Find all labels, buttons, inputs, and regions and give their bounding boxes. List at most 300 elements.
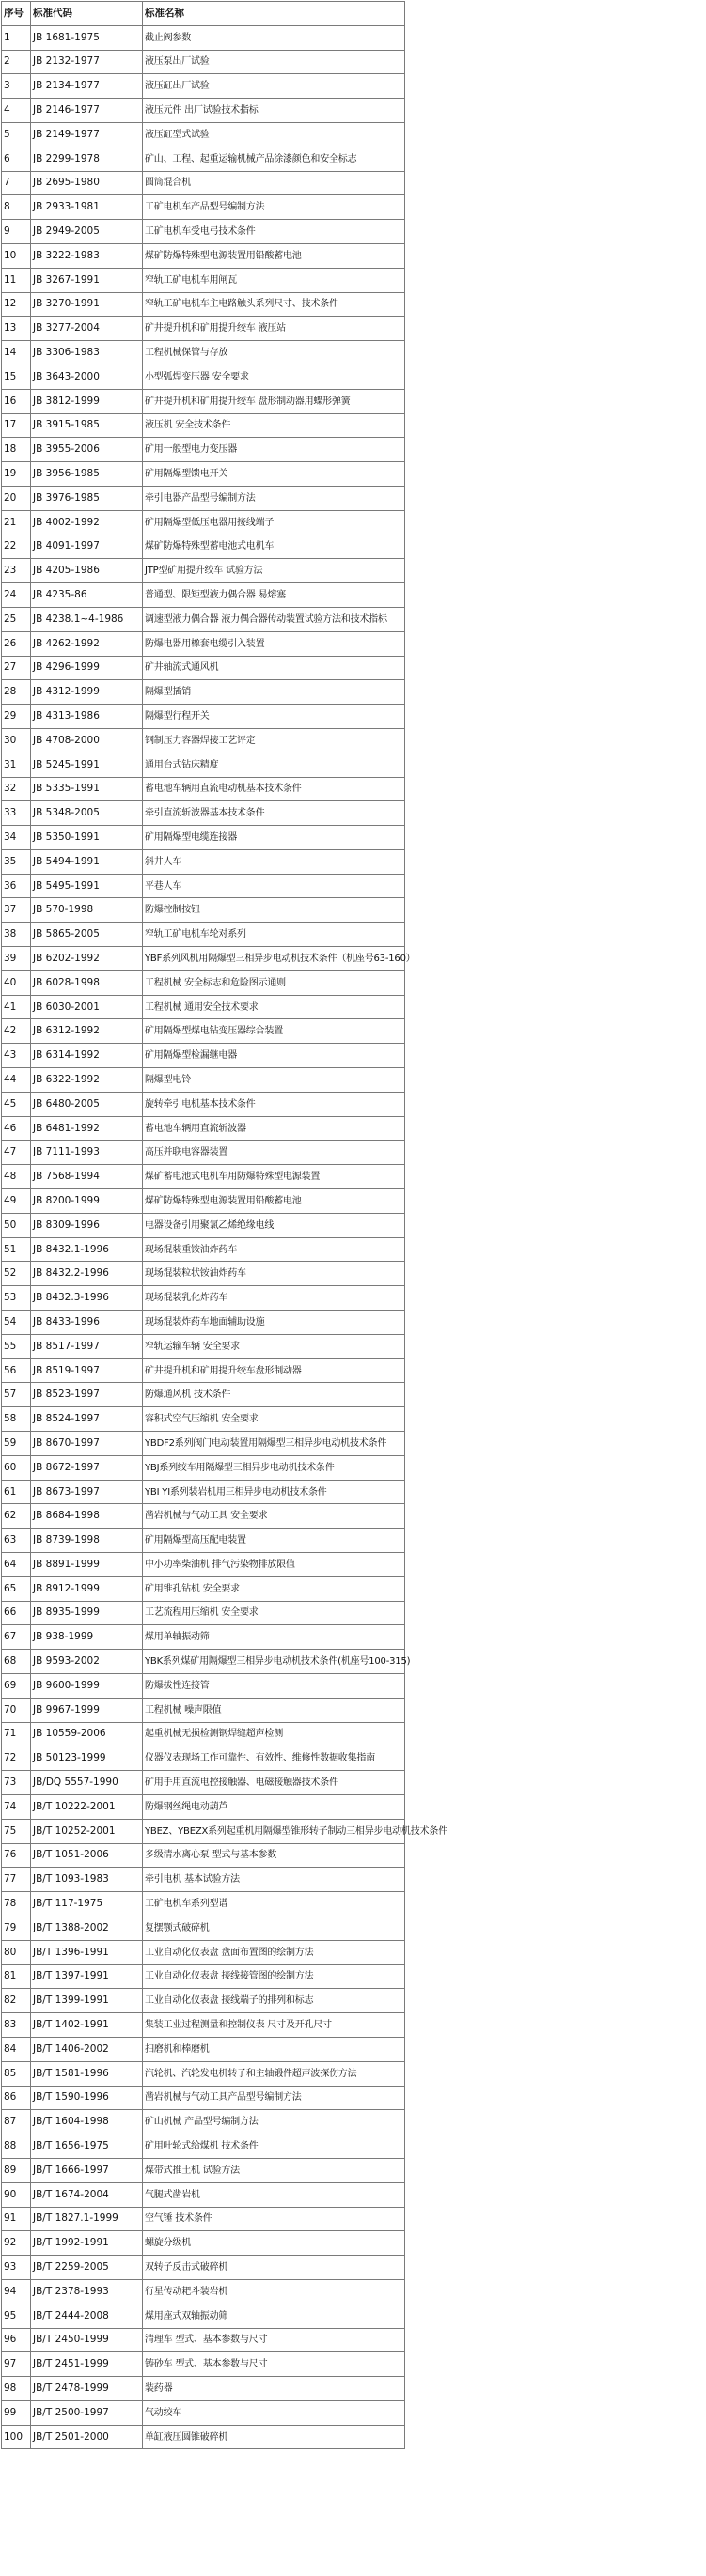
table-row — [2, 462, 405, 487]
standard-code: JB/T 1397-1991 — [31, 1964, 143, 1989]
standard-name: 液压泵出厂试验 — [143, 50, 405, 74]
row-number: 9 — [2, 220, 31, 244]
table-row — [2, 1650, 405, 1674]
table-row — [2, 1553, 405, 1577]
row-number: 85 — [2, 2061, 31, 2086]
table-row — [2, 1601, 405, 1625]
table-row — [2, 1819, 405, 1843]
table-row — [2, 341, 405, 365]
table-row — [2, 2086, 405, 2110]
standard-name: 工业自动化仪表盘 盘面布置图的绘制方法 — [143, 1940, 405, 1964]
row-number: 14 — [2, 341, 31, 365]
standard-name: JTP型矿用提升绞车 试验方法 — [143, 559, 405, 583]
row-number: 62 — [2, 1504, 31, 1529]
table-row — [2, 2013, 405, 2038]
row-number: 89 — [2, 2158, 31, 2182]
standard-name: 牵引电机 基本试验方法 — [143, 1868, 405, 1892]
standard-name: 工矿电机车受电弓技术条件 — [143, 220, 405, 244]
standard-name: 矿用隔爆型低压电器用接线端子 — [143, 510, 405, 535]
standard-name: 窄轨工矿电机车主电路触头系列尺寸、技术条件 — [143, 292, 405, 317]
row-number: 47 — [2, 1141, 31, 1165]
standard-code: JB/T 2500-1997 — [31, 2400, 143, 2425]
standard-code: JB 4235-86 — [31, 583, 143, 608]
standard-name: 工矿电机车系列型谱 — [143, 1892, 405, 1916]
table-row — [2, 50, 405, 74]
standard-code: JB 5865-2005 — [31, 923, 143, 947]
row-number: 28 — [2, 680, 31, 705]
standard-name: 空气锤 技术条件 — [143, 2207, 405, 2231]
row-number: 42 — [2, 1019, 31, 1044]
standard-code: JB 8891-1999 — [31, 1553, 143, 1577]
row-number: 88 — [2, 2134, 31, 2159]
row-number: 99 — [2, 2400, 31, 2425]
standard-code: JB/T 1674-2004 — [31, 2182, 143, 2207]
table-row — [2, 2304, 405, 2328]
row-number: 21 — [2, 510, 31, 535]
standard-code: JB 8912-1999 — [31, 1576, 143, 1601]
row-number: 65 — [2, 1576, 31, 1601]
row-number: 52 — [2, 1262, 31, 1286]
table-row — [2, 2037, 405, 2061]
row-number: 54 — [2, 1311, 31, 1335]
table-row — [2, 365, 405, 389]
table-row — [2, 1964, 405, 1989]
row-number: 87 — [2, 2110, 31, 2134]
standard-code: JB 8432.3-1996 — [31, 1286, 143, 1311]
standard-code: JB 5350-1991 — [31, 826, 143, 850]
row-number: 18 — [2, 438, 31, 462]
standard-name: 矿井提升机和矿用提升绞车盘形制动器 — [143, 1358, 405, 1383]
standard-code: JB/T 1406-2002 — [31, 2037, 143, 2061]
standard-code: JB 4296-1999 — [31, 656, 143, 680]
table-row — [2, 2352, 405, 2377]
table-row — [2, 1189, 405, 1214]
table-row — [2, 2182, 405, 2207]
standard-name: 防爆通风机 技术条件 — [143, 1383, 405, 1407]
table-row — [2, 1673, 405, 1698]
table-row — [2, 1311, 405, 1335]
table-row — [2, 1383, 405, 1407]
table-row — [2, 1940, 405, 1964]
row-number: 15 — [2, 365, 31, 389]
table-row — [2, 171, 405, 195]
standard-name: 现场混装重铵油炸药车 — [143, 1237, 405, 1262]
standard-name: 液压机 安全技术条件 — [143, 413, 405, 438]
standard-code: JB 3955-2006 — [31, 438, 143, 462]
standard-code: JB 8684-1998 — [31, 1504, 143, 1529]
table-row — [2, 1262, 405, 1286]
table-row — [2, 631, 405, 656]
table-row — [2, 486, 405, 510]
standard-name: 扫磨机和棒磨机 — [143, 2037, 405, 2061]
table-row — [2, 2328, 405, 2352]
row-number: 96 — [2, 2328, 31, 2352]
standard-code: JB 3222-1983 — [31, 243, 143, 268]
row-number: 61 — [2, 1480, 31, 1504]
standard-name: 窄轨工矿电机车轮对系列 — [143, 923, 405, 947]
table-row — [2, 99, 405, 123]
standard-name: 容积式空气压缩机 安全要求 — [143, 1407, 405, 1432]
table-row — [2, 1068, 405, 1093]
standard-code: JB/T 10222-2001 — [31, 1794, 143, 1819]
standard-name: 工程机械 通用安全技术要求 — [143, 995, 405, 1019]
standard-name: 矿山、工程、起重运输机械产品涂漆颜色和安全标志 — [143, 147, 405, 171]
standard-code: JB 5335-1991 — [31, 777, 143, 801]
row-number: 4 — [2, 99, 31, 123]
standard-code: JB 9967-1999 — [31, 1698, 143, 1722]
row-number: 86 — [2, 2086, 31, 2110]
standard-name: 煤矿防爆特殊型蓄电池式电机车 — [143, 535, 405, 559]
table-row — [2, 923, 405, 947]
row-number: 17 — [2, 413, 31, 438]
row-number: 98 — [2, 2377, 31, 2401]
row-number: 33 — [2, 801, 31, 826]
standard-code: JB 6480-2005 — [31, 1092, 143, 1116]
table-row — [2, 1698, 405, 1722]
row-number: 11 — [2, 268, 31, 292]
table-row — [2, 1358, 405, 1383]
standard-code: JB 5495-1991 — [31, 874, 143, 898]
standard-name: 多级清水离心泵 型式与基本参数 — [143, 1843, 405, 1868]
standard-name: 工业自动化仪表盘 接线端子的排列和标志 — [143, 1989, 405, 2013]
row-number: 80 — [2, 1940, 31, 1964]
standard-name: 矿用锥孔钻机 安全要求 — [143, 1576, 405, 1601]
table-row — [2, 1213, 405, 1237]
table-row — [2, 2377, 405, 2401]
row-number: 46 — [2, 1116, 31, 1141]
standard-code: JB 6202-1992 — [31, 947, 143, 971]
standard-code: JB 2149-1977 — [31, 122, 143, 147]
row-number: 53 — [2, 1286, 31, 1311]
table-row — [2, 510, 405, 535]
table-row — [2, 317, 405, 341]
standard-code: JB 8672-1997 — [31, 1455, 143, 1480]
table-row — [2, 1868, 405, 1892]
standard-name: 矿井提升机和矿用提升绞车 液压站 — [143, 317, 405, 341]
standard-code: JB 6030-2001 — [31, 995, 143, 1019]
standard-code: JB/T 1581-1996 — [31, 2061, 143, 2086]
standard-code: JB 6314-1992 — [31, 1044, 143, 1068]
standard-code: JB 4238.1~4-1986 — [31, 607, 143, 631]
table-row — [2, 995, 405, 1019]
row-number: 58 — [2, 1407, 31, 1432]
standard-name: YBEZ、YBEZX系列起重机用隔爆型锥形转子制动三相异步电动机技术条件 — [143, 1819, 405, 1843]
row-number: 84 — [2, 2037, 31, 2061]
row-number: 19 — [2, 462, 31, 487]
standard-code: JB/T 2378-1993 — [31, 2279, 143, 2304]
table-row — [2, 1480, 405, 1504]
standard-code: JB 4313-1986 — [31, 705, 143, 729]
standard-code: JB 3267-1991 — [31, 268, 143, 292]
table-row — [2, 1334, 405, 1358]
table-row — [2, 1019, 405, 1044]
standard-name: 液压缸型式试验 — [143, 122, 405, 147]
standard-code: JB 9600-1999 — [31, 1673, 143, 1698]
table-row — [2, 74, 405, 99]
standard-code: JB/T 1388-2002 — [31, 1916, 143, 1940]
standard-code: JB 1681-1975 — [31, 25, 143, 50]
row-number: 82 — [2, 1989, 31, 2013]
row-number: 13 — [2, 317, 31, 341]
standard-code: JB 2299-1978 — [31, 147, 143, 171]
table-row — [2, 292, 405, 317]
standard-code: JB 3643-2000 — [31, 365, 143, 389]
row-number: 90 — [2, 2182, 31, 2207]
standard-name: 螺旋分级机 — [143, 2231, 405, 2256]
standard-name: 通用台式钻床精度 — [143, 753, 405, 777]
standard-name: 工业自动化仪表盘 接线接管图的绘制方法 — [143, 1964, 405, 1989]
standard-name: 气腿式凿岩机 — [143, 2182, 405, 2207]
table-row — [2, 680, 405, 705]
table-body — [2, 25, 447, 2449]
standard-name: 高压并联电容器装置 — [143, 1141, 405, 1165]
standard-name: 圆筒混合机 — [143, 171, 405, 195]
standard-name: 单缸液压圆锥破碎机 — [143, 2425, 405, 2449]
standard-name: 矿用隔爆型高压配电装置 — [143, 1529, 405, 1553]
table-row — [2, 1576, 405, 1601]
row-number: 49 — [2, 1189, 31, 1214]
table-row — [2, 2158, 405, 2182]
row-number: 12 — [2, 292, 31, 317]
row-number: 77 — [2, 1868, 31, 1892]
table-row — [2, 970, 405, 995]
standard-name: 现场混装乳化炸药车 — [143, 1286, 405, 1311]
standard-code: JB 4002-1992 — [31, 510, 143, 535]
table-row — [2, 1092, 405, 1116]
standard-code: JB 8432.1-1996 — [31, 1237, 143, 1262]
table-row — [2, 2061, 405, 2086]
standard-name: 矿井轴流式通风机 — [143, 656, 405, 680]
table-row — [2, 147, 405, 171]
standard-code: JB/T 2444-2008 — [31, 2304, 143, 2328]
row-number: 30 — [2, 728, 31, 753]
row-number: 51 — [2, 1237, 31, 1262]
standard-code: JB 8517-1997 — [31, 1334, 143, 1358]
standard-name: 煤矿防爆特殊型电源装置用铅酸蓄电池 — [143, 1189, 405, 1214]
row-number: 7 — [2, 171, 31, 195]
standard-name: 调速型液力偶合器 液力偶合器传动装置试验方法和技术指标 — [143, 607, 405, 631]
standard-name: 现场混装粒状铵油炸药车 — [143, 1262, 405, 1286]
table-row — [2, 438, 405, 462]
table-row — [2, 1455, 405, 1480]
row-number: 67 — [2, 1625, 31, 1650]
standard-code: JB 3956-1985 — [31, 462, 143, 487]
standard-name: 气动绞车 — [143, 2400, 405, 2425]
row-number: 40 — [2, 970, 31, 995]
table-row — [2, 1237, 405, 1262]
row-number: 36 — [2, 874, 31, 898]
standard-code: JB 6312-1992 — [31, 1019, 143, 1044]
row-number: 74 — [2, 1794, 31, 1819]
standard-name: 矿山机械 产品型号编制方法 — [143, 2110, 405, 2134]
table-row — [2, 220, 405, 244]
row-number: 34 — [2, 826, 31, 850]
standard-name: 蓄电池车辆用直流电动机基本技术条件 — [143, 777, 405, 801]
table-row — [2, 849, 405, 874]
standard-code: JB 3812-1999 — [31, 389, 143, 413]
standard-name: 煤矿蓄电池式电机车用防爆特殊型电源装置 — [143, 1165, 405, 1189]
standard-code: JB 3306-1983 — [31, 341, 143, 365]
table-row — [2, 1794, 405, 1819]
standard-code: JB/T 10252-2001 — [31, 1819, 143, 1843]
table-header-row — [2, 2, 405, 26]
header-code: 标准代码 — [31, 2, 143, 26]
standard-name: 矿井提升机和矿用提升绞车 盘形制动器用蝶形弹簧 — [143, 389, 405, 413]
row-number: 75 — [2, 1819, 31, 1843]
standard-code: JB 50123-1999 — [31, 1746, 143, 1771]
standard-name: 隔爆型电铃 — [143, 1068, 405, 1093]
standard-code: JB/T 117-1975 — [31, 1892, 143, 1916]
standard-code: JB 7111-1993 — [31, 1141, 143, 1165]
standard-name: 矿用一般型电力变压器 — [143, 438, 405, 462]
standard-code: JB 5245-1991 — [31, 753, 143, 777]
standard-name: 矿用手用直流电控接触器、电磁接触器技术条件 — [143, 1771, 405, 1795]
standard-name: 双转子反击式破碎机 — [143, 2256, 405, 2280]
standard-code: JB/T 1093-1983 — [31, 1868, 143, 1892]
standard-name: 斜井人车 — [143, 849, 405, 874]
row-number: 66 — [2, 1601, 31, 1625]
table-row — [2, 195, 405, 220]
standard-code: JB/T 2451-1999 — [31, 2352, 143, 2377]
row-number: 91 — [2, 2207, 31, 2231]
row-number: 39 — [2, 947, 31, 971]
standard-code: JB 8519-1997 — [31, 1358, 143, 1383]
table-row — [2, 2256, 405, 2280]
table-row — [2, 1989, 405, 2013]
table-row — [2, 25, 405, 50]
row-number: 97 — [2, 2352, 31, 2377]
standard-code: JB 2933-1981 — [31, 195, 143, 220]
row-number: 56 — [2, 1358, 31, 1383]
standard-name: 铸砂车 型式、基本参数与尺寸 — [143, 2352, 405, 2377]
standard-name: 钢制压力容器焊接工艺评定 — [143, 728, 405, 753]
standard-name: 凿岩机械与气动工具产品型号编制方法 — [143, 2086, 405, 2110]
header-no: 序号 — [2, 2, 31, 26]
standard-code: JB/T 1604-1998 — [31, 2110, 143, 2134]
table-row — [2, 898, 405, 923]
table-row — [2, 1625, 405, 1650]
standard-name: YBK系列煤矿用隔爆型三相异步电动机技术条件(机座号100-315) — [143, 1650, 405, 1674]
standard-name: 普通型、限矩型液力偶合器 易熔塞 — [143, 583, 405, 608]
standard-name: YBI YI系列装岩机用三相异步电动机技术条件 — [143, 1480, 405, 1504]
standard-code: JB 8673-1997 — [31, 1480, 143, 1504]
standard-name: 煤用座式双轴振动筛 — [143, 2304, 405, 2328]
row-number: 59 — [2, 1432, 31, 1456]
standard-name: 中小功率柴油机 排气污染物排放限值 — [143, 1553, 405, 1577]
standard-name: 矿用隔爆型馈电开关 — [143, 462, 405, 487]
table-row — [2, 1141, 405, 1165]
row-number: 48 — [2, 1165, 31, 1189]
row-number: 31 — [2, 753, 31, 777]
table-row — [2, 1529, 405, 1553]
standard-code: JB/T 2478-1999 — [31, 2377, 143, 2401]
standard-name: 清理车 型式、基本参数与尺寸 — [143, 2328, 405, 2352]
row-number: 60 — [2, 1455, 31, 1480]
standard-code: JB 2146-1977 — [31, 99, 143, 123]
row-number: 81 — [2, 1964, 31, 1989]
table-row — [2, 1892, 405, 1916]
table-row — [2, 583, 405, 608]
standard-name: 矿用隔爆型煤电钻变压器综合装置 — [143, 1019, 405, 1044]
standard-name: 防爆电器用橡套电缆引入装置 — [143, 631, 405, 656]
table-row — [2, 826, 405, 850]
standard-name: 液压缸出厂试验 — [143, 74, 405, 99]
row-number: 78 — [2, 1892, 31, 1916]
standard-code: JB 4262-1992 — [31, 631, 143, 656]
row-number: 32 — [2, 777, 31, 801]
standard-code: JB/T 2450-1999 — [31, 2328, 143, 2352]
row-number: 55 — [2, 1334, 31, 1358]
standard-name: 工矿电机车产品型号编制方法 — [143, 195, 405, 220]
standard-name: 小型弧焊变压器 安全要求 — [143, 365, 405, 389]
table-row — [2, 1722, 405, 1746]
standard-name: 工程机械 噪声限值 — [143, 1698, 405, 1722]
row-number: 70 — [2, 1698, 31, 1722]
standard-name: 旋转牵引电机基本技术条件 — [143, 1092, 405, 1116]
standard-name: YBDF2系列阀门电动装置用隔爆型三相异步电动机技术条件 — [143, 1432, 405, 1456]
table-row — [2, 1407, 405, 1432]
row-number: 57 — [2, 1383, 31, 1407]
row-number: 43 — [2, 1044, 31, 1068]
standard-name: 工艺流程用压缩机 安全要求 — [143, 1601, 405, 1625]
row-number: 64 — [2, 1553, 31, 1577]
row-number: 38 — [2, 923, 31, 947]
standard-code: JB 570-1998 — [31, 898, 143, 923]
row-number: 45 — [2, 1092, 31, 1116]
standards-table — [1, 1, 447, 2449]
standard-name: 集装工业过程测量和控制仪表 尺寸及开孔尺寸 — [143, 2013, 405, 2038]
standard-code: JB/T 1051-2006 — [31, 1843, 143, 1868]
table-row — [2, 1746, 405, 1771]
standard-name: 隔爆型行程开关 — [143, 705, 405, 729]
table-row — [2, 1432, 405, 1456]
standard-code: JB 2132-1977 — [31, 50, 143, 74]
row-number: 73 — [2, 1771, 31, 1795]
row-number: 1 — [2, 25, 31, 50]
standard-code: JB 9593-2002 — [31, 1650, 143, 1674]
table-row — [2, 243, 405, 268]
table-row — [2, 2400, 405, 2425]
standard-name: 矿用叶轮式给煤机 技术条件 — [143, 2134, 405, 2159]
standard-name: YBF系列风机用隔爆型三相异步电动机技术条件（机座号63-160） — [143, 947, 405, 971]
table-row — [2, 1916, 405, 1940]
row-number: 24 — [2, 583, 31, 608]
header-name: 标准名称 — [143, 2, 405, 26]
row-number: 29 — [2, 705, 31, 729]
standard-name: 牵引电器产品型号编制方法 — [143, 486, 405, 510]
row-number: 23 — [2, 559, 31, 583]
standard-name: 电器设备引用聚氯乙烯绝缘电线 — [143, 1213, 405, 1237]
row-number: 3 — [2, 74, 31, 99]
table-row — [2, 728, 405, 753]
standard-code: JB 7568-1994 — [31, 1165, 143, 1189]
row-number: 79 — [2, 1916, 31, 1940]
row-number: 100 — [2, 2425, 31, 2449]
standard-code: JB 3976-1985 — [31, 486, 143, 510]
standard-name: 现场混装炸药车地面辅助设施 — [143, 1311, 405, 1335]
row-number: 68 — [2, 1650, 31, 1674]
standard-code: JB 8309-1996 — [31, 1213, 143, 1237]
table-row — [2, 1771, 405, 1795]
table-row — [2, 413, 405, 438]
row-number: 20 — [2, 486, 31, 510]
row-number: 26 — [2, 631, 31, 656]
table-row — [2, 2425, 405, 2449]
row-number: 27 — [2, 656, 31, 680]
standard-code: JB 938-1999 — [31, 1625, 143, 1650]
table-row — [2, 1843, 405, 1868]
table-row — [2, 801, 405, 826]
